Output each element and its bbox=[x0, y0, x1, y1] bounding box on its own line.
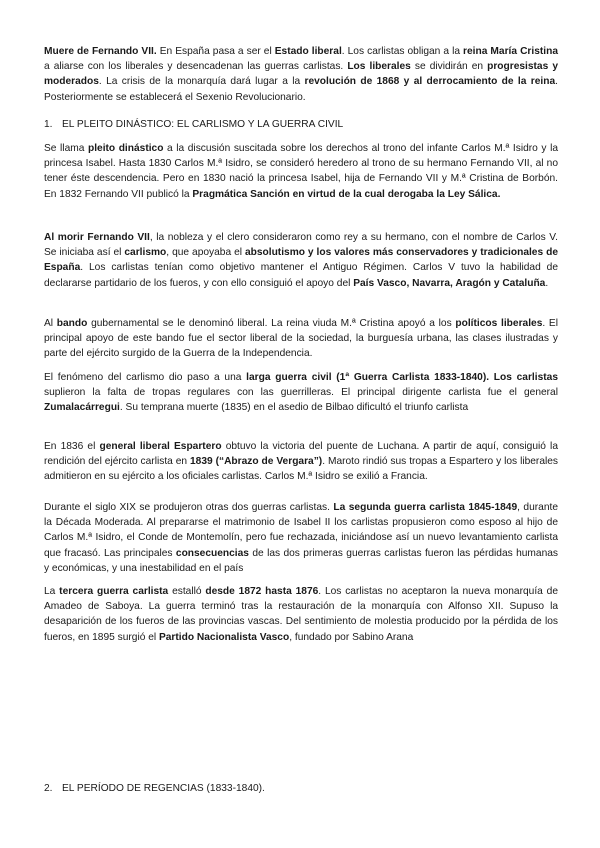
paragraph-pleito-dinastico: Se llama pleito dinástico a la discusión suscitada sobre los derechos al trono del infante Carlos M.ª Isidro y la princesa Isabel. Hasta 1830 Carlos M.ª Isidro, se consideró heredero al trono de su hermano Fernando VII, al no tener éste descendencia. Pero en 1830 nació la princesa Isabel, hija de Fernando VII y M.ª Cristina de Borbón. En 1832 Fernando VII publicó la Pragmática Sanción en virtud de la cual derogaba la Ley Sálica. bbox=[44, 143, 558, 200]
intro-paragraph: Muere de Fernando VII. En España pasa a ser el Estado liberal. Los carlistas obligan a la reina María Cristina a aliarse con los liberales y desencadenan las guerras carlistas. Los liberales se dividirán en progresistas y moderados. La crisis de la monarquía dará lugar a la revolución de 1868 y al derrocamiento de la reina. Posteriormente se establecerá el Sexenio Revolucionario. bbox=[44, 46, 558, 103]
paragraph-segunda-guerra: Durante el siglo XIX se produjeron otras dos guerras carlistas. La segunda guerra carlista 1845-1849, durante la Década Moderada. Al prepararse el matrimonio de Isabel II los carlistas propusieron como esposo al hijo de Carlos M.ª Isidro, el Conde de Montemolín, pero fue rechazada, iniciándose así un nuevo levantamiento carlista que fracasó. Las principales consecuencias de las dos primeras guerras carlistas fueron las pérdidas humanas y económicas, y una inestabilidad en el país bbox=[44, 502, 559, 574]
section-2-heading bbox=[44, 782, 558, 796]
paragraph-carlismo: Al morir Fernando VII, la nobleza y el clero consideraron como rey a su hermano, con el nombre de Carlos V. Se iniciaba así el carlismo, que apoyaba el absolutismo y los valores más conservadores y tradicionales de España. Los carlistas tenían como objetivo mantener el Antiguo Régimen. Carlos V tuvo la habilidad de declararse partidario de los fueros, y con ello consiguió el apoyo del País Vasco, Navarra, Aragón y Cataluña. bbox=[44, 232, 558, 289]
section-2-number: 2. bbox=[44, 783, 53, 794]
section-2-title: EL PERÍODO DE REGENCIAS (1833-1840). bbox=[62, 783, 265, 794]
paragraph-tercera-guerra: La tercera guerra carlista estalló desde 1872 hasta 1876. Los carlistas no aceptaron la nueva monarquía de Amadeo de Saboya. La guerra terminó tras la restauración de la monarquía con Alfonso XII. Supuso la desaparición de los fueros de las provincias vascas. Del sentimiento de molestia producido por la pérdida de los fueros, en 1895 surgió el Partido Nacionalista Vasco, fundado por Sabino Arana bbox=[44, 586, 558, 643]
paragraph-espartero: En 1836 el general liberal Espartero obtuvo la victoria del puente de Luchana. A partir de aquí, consiguió la rendición del ejército carlista en 1839 (“Abrazo de Vergara”). Maroto rindió sus tropas a Espartero y los liberales admitieron en su ejército a los oficiales carlistas. Carlos M.ª Isidro se exilió a Francia. bbox=[44, 441, 559, 483]
paragraph-primera-guerra: El fenómeno del carlismo dio paso a una larga guerra civil (1ª Guerra Carlista 1833-1840). Los carlistas suplieron la falta de tropas regulares con las guerrilleras. El principal dirigente carlista fue el general Zumalacárregui. Su temprana muerte (1835) en el asedio de Bilbao dificultó el triunfo carlista bbox=[44, 372, 558, 414]
section-1-number: 1. bbox=[44, 119, 53, 130]
section-1-heading bbox=[44, 118, 558, 132]
paragraph-bando-liberal: Al bando gubernamental se le denominó liberal. La reina viuda M.ª Cristina apoyó a los políticos liberales. El principal apoyo de este bando fue el sector liberal de la sociedad, la burguesía urbana, las clases ilustradas y parte del ejército surgido de la Guerra de la Independencia. bbox=[44, 318, 558, 360]
section-1-title: EL PLEITO DINÁSTICO: EL CARLISMO Y LA GUERRA CIVIL bbox=[62, 119, 344, 130]
